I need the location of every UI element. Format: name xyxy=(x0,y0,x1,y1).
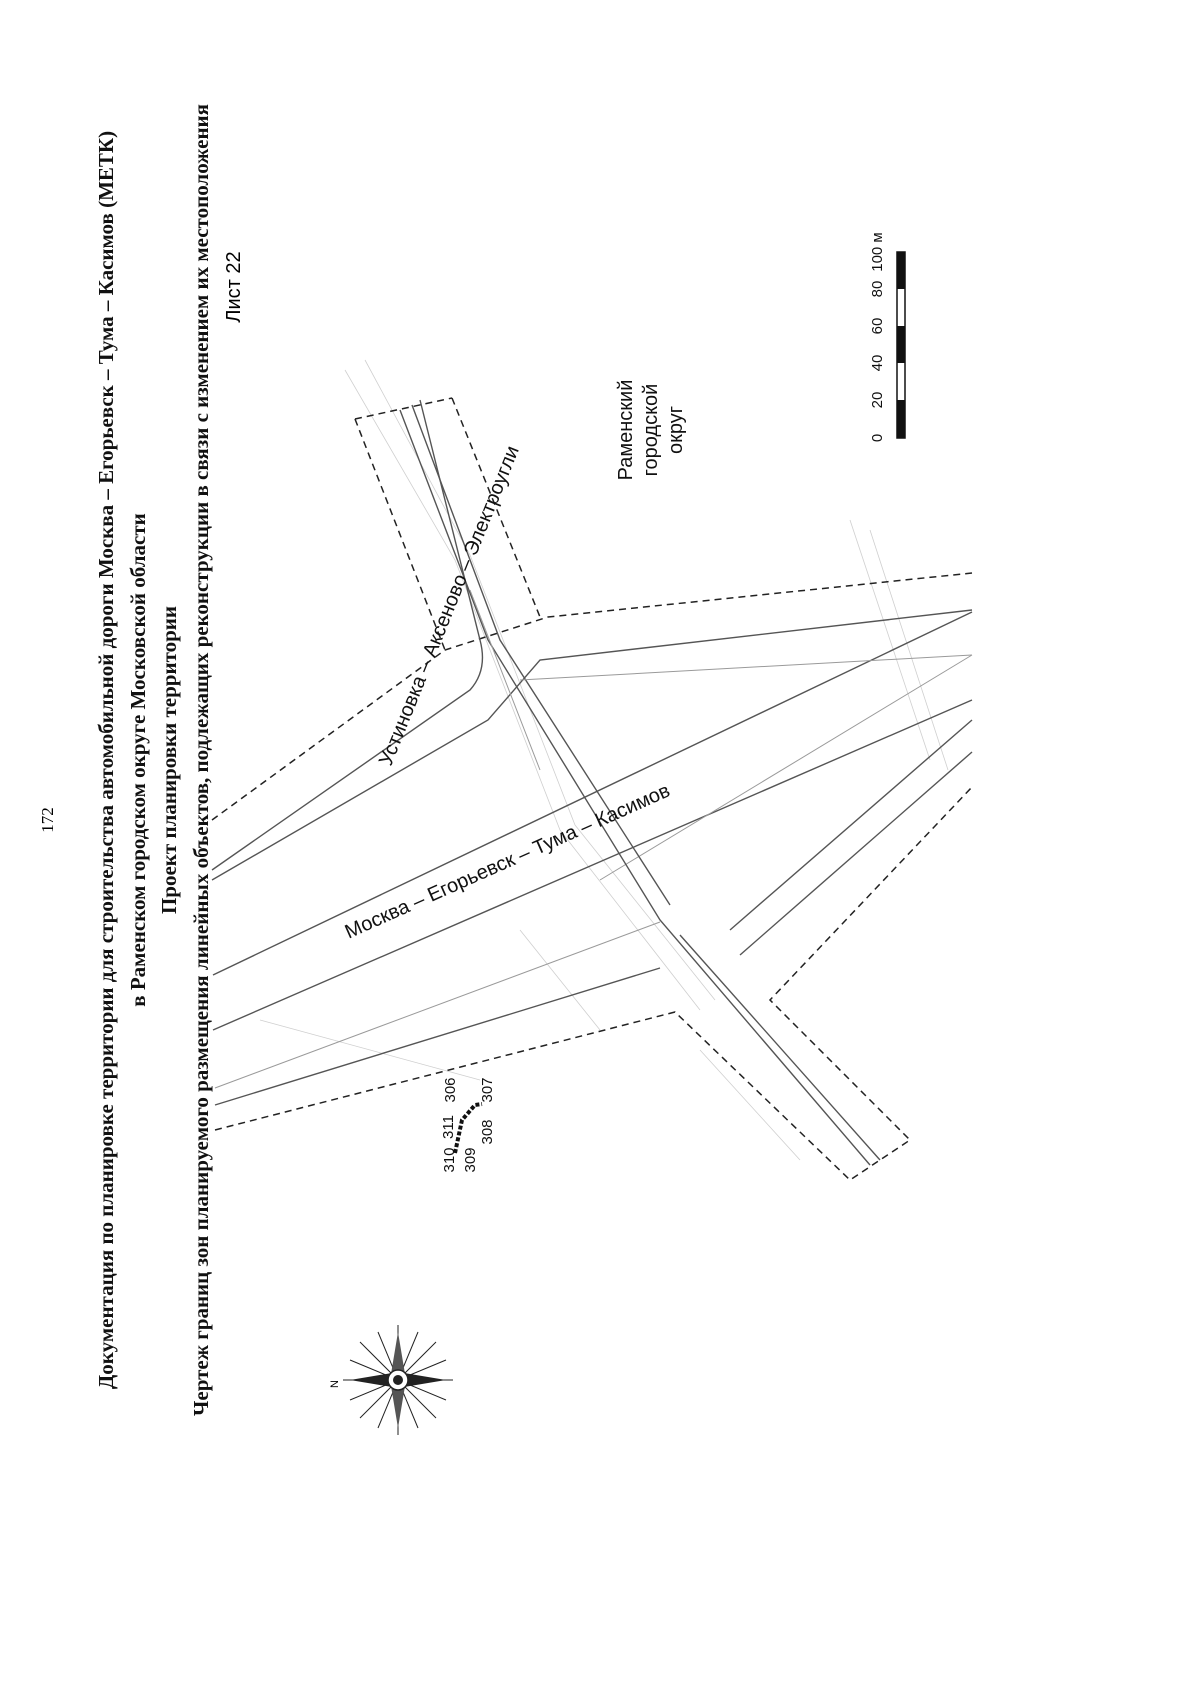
scale-tick-0: 0 xyxy=(869,433,886,443)
title-line-2: в Раменском городском округе Московской области xyxy=(126,513,150,1007)
scale-segment xyxy=(897,326,905,363)
point-label-310: 310 xyxy=(441,1147,458,1173)
point-label-311: 311 xyxy=(440,1115,457,1139)
title-line-1: Документация по планировке территории для строительства автомобильной дороги Москва – Егорьевск – Тума – Касимов (МЕТК) xyxy=(94,130,118,1390)
title-line-3: Проект планировки территории xyxy=(157,605,181,915)
point-label-308: 308 xyxy=(479,1119,496,1145)
district-label xyxy=(615,380,687,481)
svg-text:городской: городской xyxy=(640,383,662,477)
relocation-object xyxy=(440,1077,496,1172)
scale-segment xyxy=(897,400,905,438)
compass-north-label: N xyxy=(329,1380,341,1388)
page-number: 172 xyxy=(38,807,57,833)
sheet-label: Лист 22 xyxy=(223,251,245,323)
scale-tick-100: 100 м xyxy=(869,232,886,272)
scale-tick-80: 80 xyxy=(869,280,886,298)
main-road-lines xyxy=(213,612,972,1105)
main-road-label: Москва – Егорьевск – Тума – Касимов xyxy=(341,779,674,944)
point-label-307: 307 xyxy=(479,1077,496,1103)
compass-rose-icon xyxy=(329,1325,453,1435)
cross-road-lines xyxy=(212,400,972,1165)
title-block xyxy=(94,104,213,1416)
point-label-309: 309 xyxy=(462,1147,479,1173)
point-label-306: 306 xyxy=(442,1077,459,1103)
svg-text:Раменский: Раменский xyxy=(615,379,637,481)
zone-boundary xyxy=(212,398,972,1180)
survey-background xyxy=(260,360,948,1160)
title-line-4: Чертеж границ зон планируемого размещения линейных объектов, подлежащих реконструкции в связи с изменением их местоположения xyxy=(189,103,213,1417)
scale-tick-20: 20 xyxy=(869,391,886,409)
scale-tick-60: 60 xyxy=(869,317,886,335)
scale-tick-40: 40 xyxy=(869,354,886,372)
scale-segment xyxy=(897,252,905,289)
cross-road-label: Устиновка – Аксеново – Электроугли xyxy=(375,442,524,769)
svg-text:округ: округ xyxy=(665,405,687,455)
scale-bar xyxy=(869,232,905,442)
